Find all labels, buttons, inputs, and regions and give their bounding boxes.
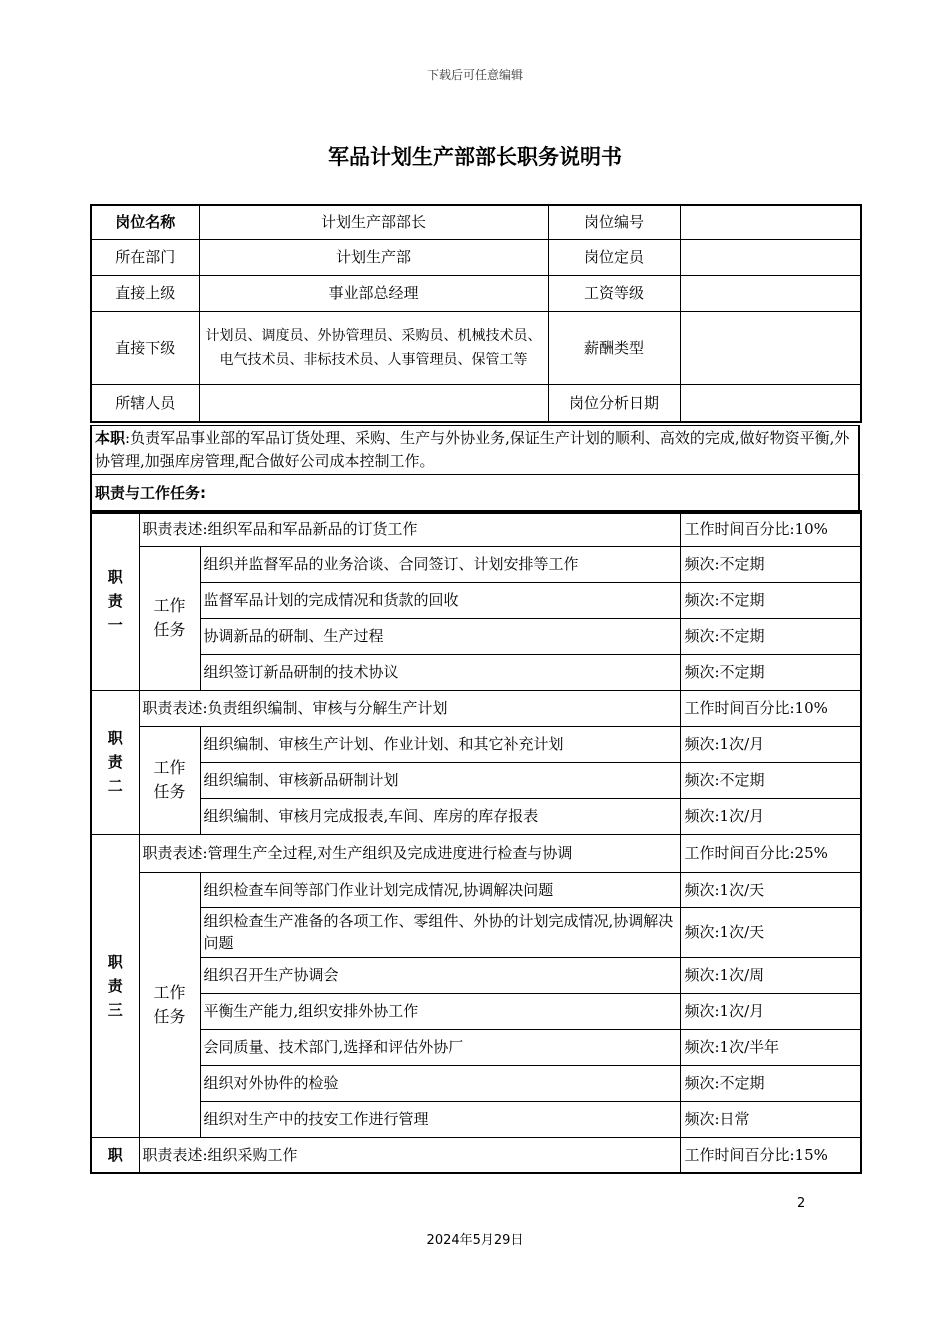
duties-heading-row: [91, 475, 859, 513]
task-row: [91, 582, 861, 618]
document-date: 2024年5月29日: [426, 1233, 524, 1248]
task-frequency: 频次:不定期: [680, 582, 861, 618]
task-text: 监督军品计划的完成情况和货款的回收: [200, 582, 680, 618]
info-label2: 薪酬类型: [548, 311, 680, 384]
task-frequency: 频次:日常: [680, 1101, 861, 1137]
info-row: [91, 205, 861, 239]
duty-label: 职责一: [91, 511, 139, 690]
task-frequency: 频次:不定期: [680, 618, 861, 654]
info-row: [91, 239, 861, 275]
info-label2: 工资等级: [548, 275, 680, 311]
info-value: 事业部总经理: [199, 275, 548, 311]
task-row: [91, 798, 861, 834]
task-row: [91, 993, 861, 1029]
task-row: [91, 957, 861, 993]
info-label: 所在部门: [91, 239, 199, 275]
task-text: 组织检查车间等部门作业计划完成情况,协调解决问题: [200, 872, 680, 907]
duties-table: [90, 510, 862, 1174]
task-frequency: 频次:不定期: [680, 762, 861, 798]
task-label: 工作任务: [139, 872, 200, 1137]
info-label: 直接上级: [91, 275, 199, 311]
info-value2: [680, 205, 861, 239]
summary-text: :负责军品事业部的军品订货处理、采购、生产与外协业务,保证生产计划的顺利、高效的完成,做好物资平衡,外协管理,加强库房管理,配合做好公司成本控制工作。: [95, 429, 850, 470]
info-row: [91, 384, 861, 422]
info-value: [199, 384, 548, 422]
task-text: 组织并监督军品的业务洽谈、合同签订、计划安排等工作: [200, 546, 680, 582]
duty-description: 职责表述:管理生产全过程,对生产组织及完成进度进行检查与协调: [139, 834, 680, 872]
task-frequency: 频次:1次/周: [680, 957, 861, 993]
task-text: 组织签订新品研制的技术协议: [200, 654, 680, 690]
page-number: 2: [797, 1196, 806, 1211]
info-value: 计划生产部: [199, 239, 548, 275]
document-title: 军品计划生产部部长职务说明书: [328, 145, 622, 169]
info-label: 岗位名称: [91, 205, 199, 239]
task-frequency: 频次:不定期: [680, 1065, 861, 1101]
job-summary: [91, 426, 859, 475]
info-value2: [680, 311, 861, 384]
duty-label: 职: [91, 1137, 139, 1173]
duty-description-row: [91, 511, 861, 546]
duty-percent: 工作时间百分比:10%: [680, 511, 861, 546]
task-frequency: 频次:1次/天: [680, 907, 861, 957]
task-text: 组织对生产中的技安工作进行管理: [200, 1101, 680, 1137]
task-row: [91, 726, 861, 762]
task-frequency: 频次:1次/月: [680, 798, 861, 834]
info-value: 计划员、调度员、外协管理员、采购员、机械技术员、电气技术员、非标技术员、人事管理员、保管工等: [199, 311, 548, 384]
task-label: 工作任务: [139, 546, 200, 690]
task-text: 组织召开生产协调会: [200, 957, 680, 993]
task-frequency: 频次:1次/月: [680, 726, 861, 762]
duty-label: 职责二: [91, 690, 139, 834]
task-frequency: 频次:不定期: [680, 546, 861, 582]
duty-description: 职责表述:组织军品和军品新品的订货工作: [139, 511, 680, 546]
task-row: [91, 1029, 861, 1065]
info-label: 所辖人员: [91, 384, 199, 422]
info-value: 计划生产部部长: [199, 205, 548, 239]
duty-description-row: [91, 1137, 861, 1173]
duties-heading: 职责与工作任务:: [91, 475, 859, 513]
task-row: [91, 1065, 861, 1101]
info-label: 直接下级: [91, 311, 199, 384]
duty-percent: 工作时间百分比:15%: [680, 1137, 861, 1173]
info-label2: 岗位编号: [548, 205, 680, 239]
task-text: 平衡生产能力,组织安排外协工作: [200, 993, 680, 1029]
info-value2: [680, 384, 861, 422]
info-row: [91, 275, 861, 311]
duty-description: 职责表述:组织采购工作: [139, 1137, 680, 1173]
info-label2: 岗位定员: [548, 239, 680, 275]
task-row: [91, 762, 861, 798]
info-row: [91, 311, 861, 384]
task-text: 协调新品的研制、生产过程: [200, 618, 680, 654]
info-value2: [680, 275, 861, 311]
task-frequency: 频次:1次/月: [680, 993, 861, 1029]
duty-description-row: [91, 690, 861, 726]
summary-label: 本职: [95, 429, 126, 447]
duty-percent: 工作时间百分比:25%: [680, 834, 861, 872]
duty-percent: 工作时间百分比:10%: [680, 690, 861, 726]
task-row: [91, 1101, 861, 1137]
task-frequency: 频次:不定期: [680, 654, 861, 690]
task-label: 工作任务: [139, 726, 200, 834]
task-frequency: 频次:1次/天: [680, 872, 861, 907]
task-text: 组织编制、审核生产计划、作业计划、和其它补充计划: [200, 726, 680, 762]
task-text: 会同质量、技术部门,选择和评估外协厂: [200, 1029, 680, 1065]
info-label2: 岗位分析日期: [548, 384, 680, 422]
task-row: [91, 546, 861, 582]
summary-row: [91, 426, 859, 475]
summary-table: [90, 425, 860, 514]
task-frequency: 频次:1次/半年: [680, 1029, 861, 1065]
task-text: 组织对外协件的检验: [200, 1065, 680, 1101]
header-note: 下载后可任意编辑: [426, 68, 523, 82]
duty-description-row: [91, 834, 861, 872]
task-text: 组织编制、审核新品研制计划: [200, 762, 680, 798]
info-value2: [680, 239, 861, 275]
duty-description: 职责表述:负责组织编制、审核与分解生产计划: [139, 690, 680, 726]
task-row: [91, 872, 861, 907]
position-info-table: [90, 204, 862, 423]
task-text: 组织编制、审核月完成报表,车间、库房的库存报表: [200, 798, 680, 834]
task-text: 组织检查生产准备的各项工作、零组件、外协的计划完成情况,协调解决问题: [200, 907, 680, 957]
task-row: [91, 907, 861, 957]
task-row: [91, 618, 861, 654]
task-row: [91, 654, 861, 690]
duty-label: 职责三: [91, 834, 139, 1137]
